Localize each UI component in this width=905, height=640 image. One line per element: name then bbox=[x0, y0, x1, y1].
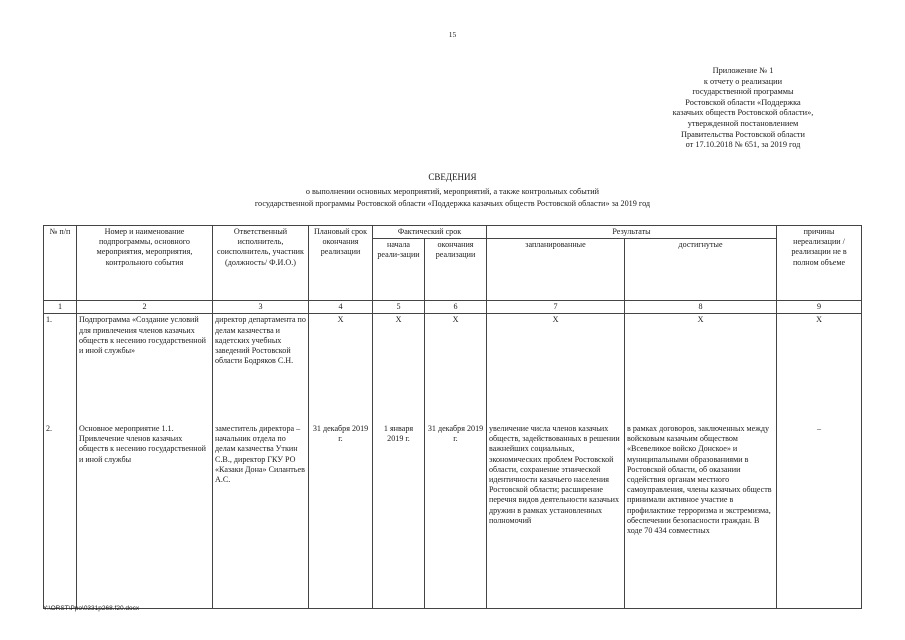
column-number: 8 bbox=[625, 301, 777, 314]
row-name: Основное мероприятие 1.1. Привлечение членов казачьих обществ к несению государственной и иной службы bbox=[77, 423, 213, 609]
header-planned-date: Плановый срок окончания реализации bbox=[309, 226, 373, 301]
file-path-footer: Y:\ORST\Ppo\0331p268.f20.docx bbox=[43, 605, 140, 612]
appendix-line: казачьих обществ Ростовской области», bbox=[672, 108, 814, 118]
row-actual-start: X bbox=[373, 314, 425, 423]
column-number: 1 bbox=[44, 301, 77, 314]
column-number: 2 bbox=[77, 301, 213, 314]
appendix-line: утвержденной постановлением bbox=[687, 118, 799, 128]
row-achieved-results: X bbox=[625, 314, 777, 423]
column-number: 4 bbox=[309, 301, 373, 314]
header-name: Номер и наименование подпрограммы, основного мероприятия, мероприятия, контрольного события bbox=[77, 226, 213, 301]
column-number: 3 bbox=[213, 301, 309, 314]
header-num: № п/п bbox=[44, 226, 77, 301]
document-subtitle-2: государственной программы Ростовской области «Поддержка казачьих обществ Ростовской области» за 2019 год bbox=[254, 199, 651, 208]
header-results: Результаты bbox=[487, 226, 777, 239]
header-actual-date: Фактический срок bbox=[373, 226, 487, 239]
row-actual-start: 1 января 2019 г. bbox=[373, 423, 425, 609]
row-planned-results: увеличение числа членов казачьих обществ, задействованных в решении важнейших социальных, экономических проблем Ростовской области, сохранение этнической идентичности казачьего населения Ростовской области; расширение перечня видов деятельности казачьих дружин в рамках установленных полномочий bbox=[487, 423, 625, 609]
header-actual-start: начала реали-зации bbox=[373, 239, 425, 301]
row-reasons: – bbox=[777, 423, 862, 609]
row-responsible: заместитель директора – начальник отдела по делам казачества Уткин С.В., директор ГКУ РО «Казаки Дона» Силантьев А.С. bbox=[213, 423, 309, 609]
header-actual-end: окончания реализации bbox=[425, 239, 487, 301]
document-subtitle-1: о выполнении основных мероприятий, мероприятий, а также контрольных событий bbox=[305, 187, 600, 196]
page-number: 15 bbox=[448, 30, 457, 39]
table-row bbox=[44, 314, 862, 423]
row-planned-date: 31 декабря 2019 г. bbox=[309, 423, 373, 609]
row-reasons: X bbox=[777, 314, 862, 423]
report-table bbox=[43, 225, 862, 609]
row-planned-date: X bbox=[309, 314, 373, 423]
appendix-line: от 17.10.2018 № 651, за 2019 год bbox=[685, 140, 801, 150]
appendix-line: государственной программы bbox=[692, 87, 794, 97]
header-achieved-results: достигнутые bbox=[625, 239, 777, 301]
document-title: СВЕДЕНИЯ bbox=[428, 172, 477, 182]
appendix-line: Приложение № 1 bbox=[712, 66, 774, 75]
appendix-block bbox=[643, 66, 843, 151]
row-name: Подпрограмма «Создание условий для привлечения членов казачьих обществ к несению государственной и иной службы» bbox=[77, 314, 213, 423]
row-planned-results: X bbox=[487, 314, 625, 423]
row-num: 2. bbox=[44, 423, 77, 609]
column-number: 7 bbox=[487, 301, 625, 314]
appendix-line: Ростовской области «Поддержка bbox=[685, 97, 801, 107]
appendix-line: Правительства Ростовской области bbox=[681, 129, 805, 139]
column-number: 6 bbox=[425, 301, 487, 314]
column-number: 5 bbox=[373, 301, 425, 314]
row-achieved-results: в рамках договоров, заключенных между войсковым казачьим обществом «Всевеликое войско Донское» и муниципальными образованиями в Ростовской области, об оказании содействия органам местного самоуправления, члены казачьих обществ принимали активное участие в профилактике терроризма и экстремизма, обеспечении безопасности граждан. В ходе 70 434 совместных bbox=[625, 423, 777, 609]
row-actual-end: X bbox=[425, 314, 487, 423]
header-responsible: Ответственный исполнитель, соисполнитель, участник (должность/ Ф.И.О.) bbox=[213, 226, 309, 301]
table-row bbox=[44, 423, 862, 609]
row-num: 1. bbox=[44, 314, 77, 423]
column-number: 9 bbox=[777, 301, 862, 314]
appendix-line: к отчету о реализации bbox=[703, 76, 783, 86]
row-responsible: директор департамента по делам казачества и кадетских учебных заведений Ростовской области Бодряков С.Н. bbox=[213, 314, 309, 423]
header-planned-results: запланированные bbox=[487, 239, 625, 301]
row-actual-end: 31 декабря 2019 г. bbox=[425, 423, 487, 609]
header-reasons: причины нереализации / реализации не в полном объеме bbox=[777, 226, 862, 301]
